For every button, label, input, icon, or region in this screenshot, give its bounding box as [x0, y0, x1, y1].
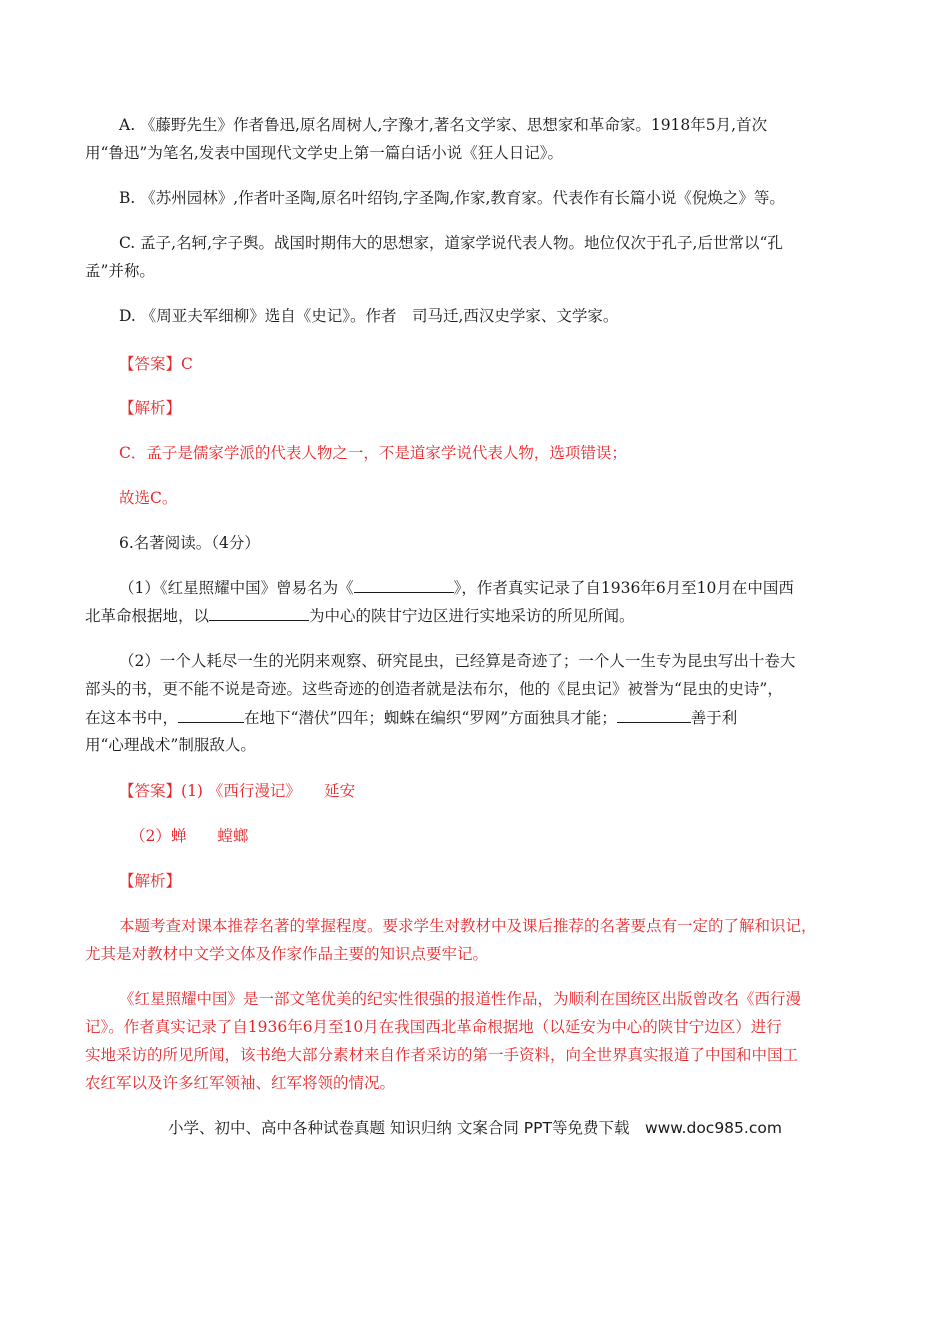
q6-analysis-p2-line-4: 农红军以及许多红军领袖、红军将领的情况。	[85, 1074, 396, 1092]
fill-blank-2[interactable]	[209, 604, 309, 621]
q5-analysis-line-2: 故选C。	[119, 489, 178, 507]
q5-analysis-line-1: C．孟子是儒家学派的代表人物之一，不是道家学说代表人物，选项错误；	[119, 444, 627, 462]
q6-analysis-label: 【解析】	[119, 872, 182, 890]
q6-part2-line-3	[85, 706, 737, 729]
fill-blank-1[interactable]	[354, 576, 454, 593]
option-b: B. 《苏州园林》,作者叶圣陶,原名叶绍钧,字圣陶,作家,教育家。代表作有长篇小说《倪焕之》等。	[119, 189, 785, 207]
q6-part1-line-1	[119, 576, 794, 599]
fill-blank-4[interactable]	[617, 706, 691, 723]
q6-part1-line-2	[85, 604, 635, 627]
q6-answer-line-2: （2）蝉 螳螂	[130, 827, 249, 845]
option-c-line-1: C. 孟子,名轲,字子舆。战国时期伟大的思想家，道家学说代表人物。地位仅次于孔子,后世常以“孔	[119, 234, 783, 252]
q6-part2-text-a: 在这本书中，	[85, 709, 179, 727]
q6-part2-text-b: 在地下“潜伏”四年；蜘蛛在编织“罗网”方面独具才能；	[244, 709, 617, 727]
q5-answer	[119, 353, 193, 375]
option-a-line-1: A. 《藤野先生》作者鲁迅,原名周树人,字豫才,著名文学家、思想家和革命家。1918年5月,首次	[119, 116, 768, 134]
q6-part1-text-d: 为中心的陕甘宁边区进行实地采访的所见所闻。	[309, 607, 635, 625]
q6-analysis-p2-line-2: 记》。作者真实记录了自1936年6月至10月在我国西北革命根据地（以延安为中心的陕甘宁边区）进行	[85, 1018, 782, 1036]
answer-part-1: (1) 《西行漫记》 延安	[181, 782, 356, 800]
q6-analysis-p2-line-3: 实地采访的所见所闻，该书绝大部分素材来自作者采访的第一手资料，向全世界真实报道了中国和中国工	[85, 1046, 799, 1064]
q6-part1-text-a: （1）《红星照耀中国》曾易名为《	[119, 579, 354, 597]
answer-value: C	[181, 355, 193, 373]
q6-title: 6.名著阅读。（4分）	[119, 534, 260, 552]
answer-label: 【答案】	[119, 782, 182, 800]
q6-answer-line-1	[119, 780, 355, 802]
q6-analysis-p1-line-2: 尤其是对教材中文学文体及作家作品主要的知识点要牢记。	[85, 945, 489, 963]
q6-part2-text-c: 善于利	[690, 709, 738, 727]
answer-label: 【答案】	[119, 355, 182, 373]
q6-part2-line-2: 部头的书，更不能不说是奇迹。这些奇迹的创造者就是法布尔，他的《昆虫记》被誉为“昆虫的史诗”，	[85, 680, 783, 698]
page-footer: 小学、初中、高中各种试卷真题 知识归纳 文案合同 PPT等免费下载 www.doc985.com	[168, 1119, 782, 1137]
q6-part1-text-c: 北革命根据地，以	[85, 607, 210, 625]
option-c-line-2: 孟”并称。	[85, 262, 155, 280]
q6-analysis-p1-line-1: 本题考查对课本推荐名著的掌握程度。要求学生对教材中及课后推荐的名著要点有一定的了解和识记，	[119, 917, 817, 935]
fill-blank-3[interactable]	[178, 706, 244, 723]
option-a-line-2: 用“鲁迅”为笔名,发表中国现代文学史上第一篇白话小说《狂人日记》。	[85, 144, 564, 162]
q6-part2-line-1: （2）一个人耗尽一生的光阴来观察、研究昆虫，已经算是奇迹了；一个人一生专为昆虫写出十卷大	[119, 652, 796, 670]
option-d: D. 《周亚夫军细柳》选自《史记》。作者 司马迁,西汉史学家、文学家。	[119, 307, 619, 325]
q6-part2-line-4: 用“心理战术”制服敌人。	[85, 736, 256, 754]
q6-analysis-p2-line-1: 《红星照耀中国》是一部文笔优美的纪实性很强的报道性作品，为顺利在国统区出版曾改名《西行漫	[119, 990, 802, 1008]
q6-part1-text-b: 》，作者真实记录了自1936年6月至10月在中国西	[453, 579, 794, 597]
q5-analysis-label: 【解析】	[119, 399, 182, 417]
